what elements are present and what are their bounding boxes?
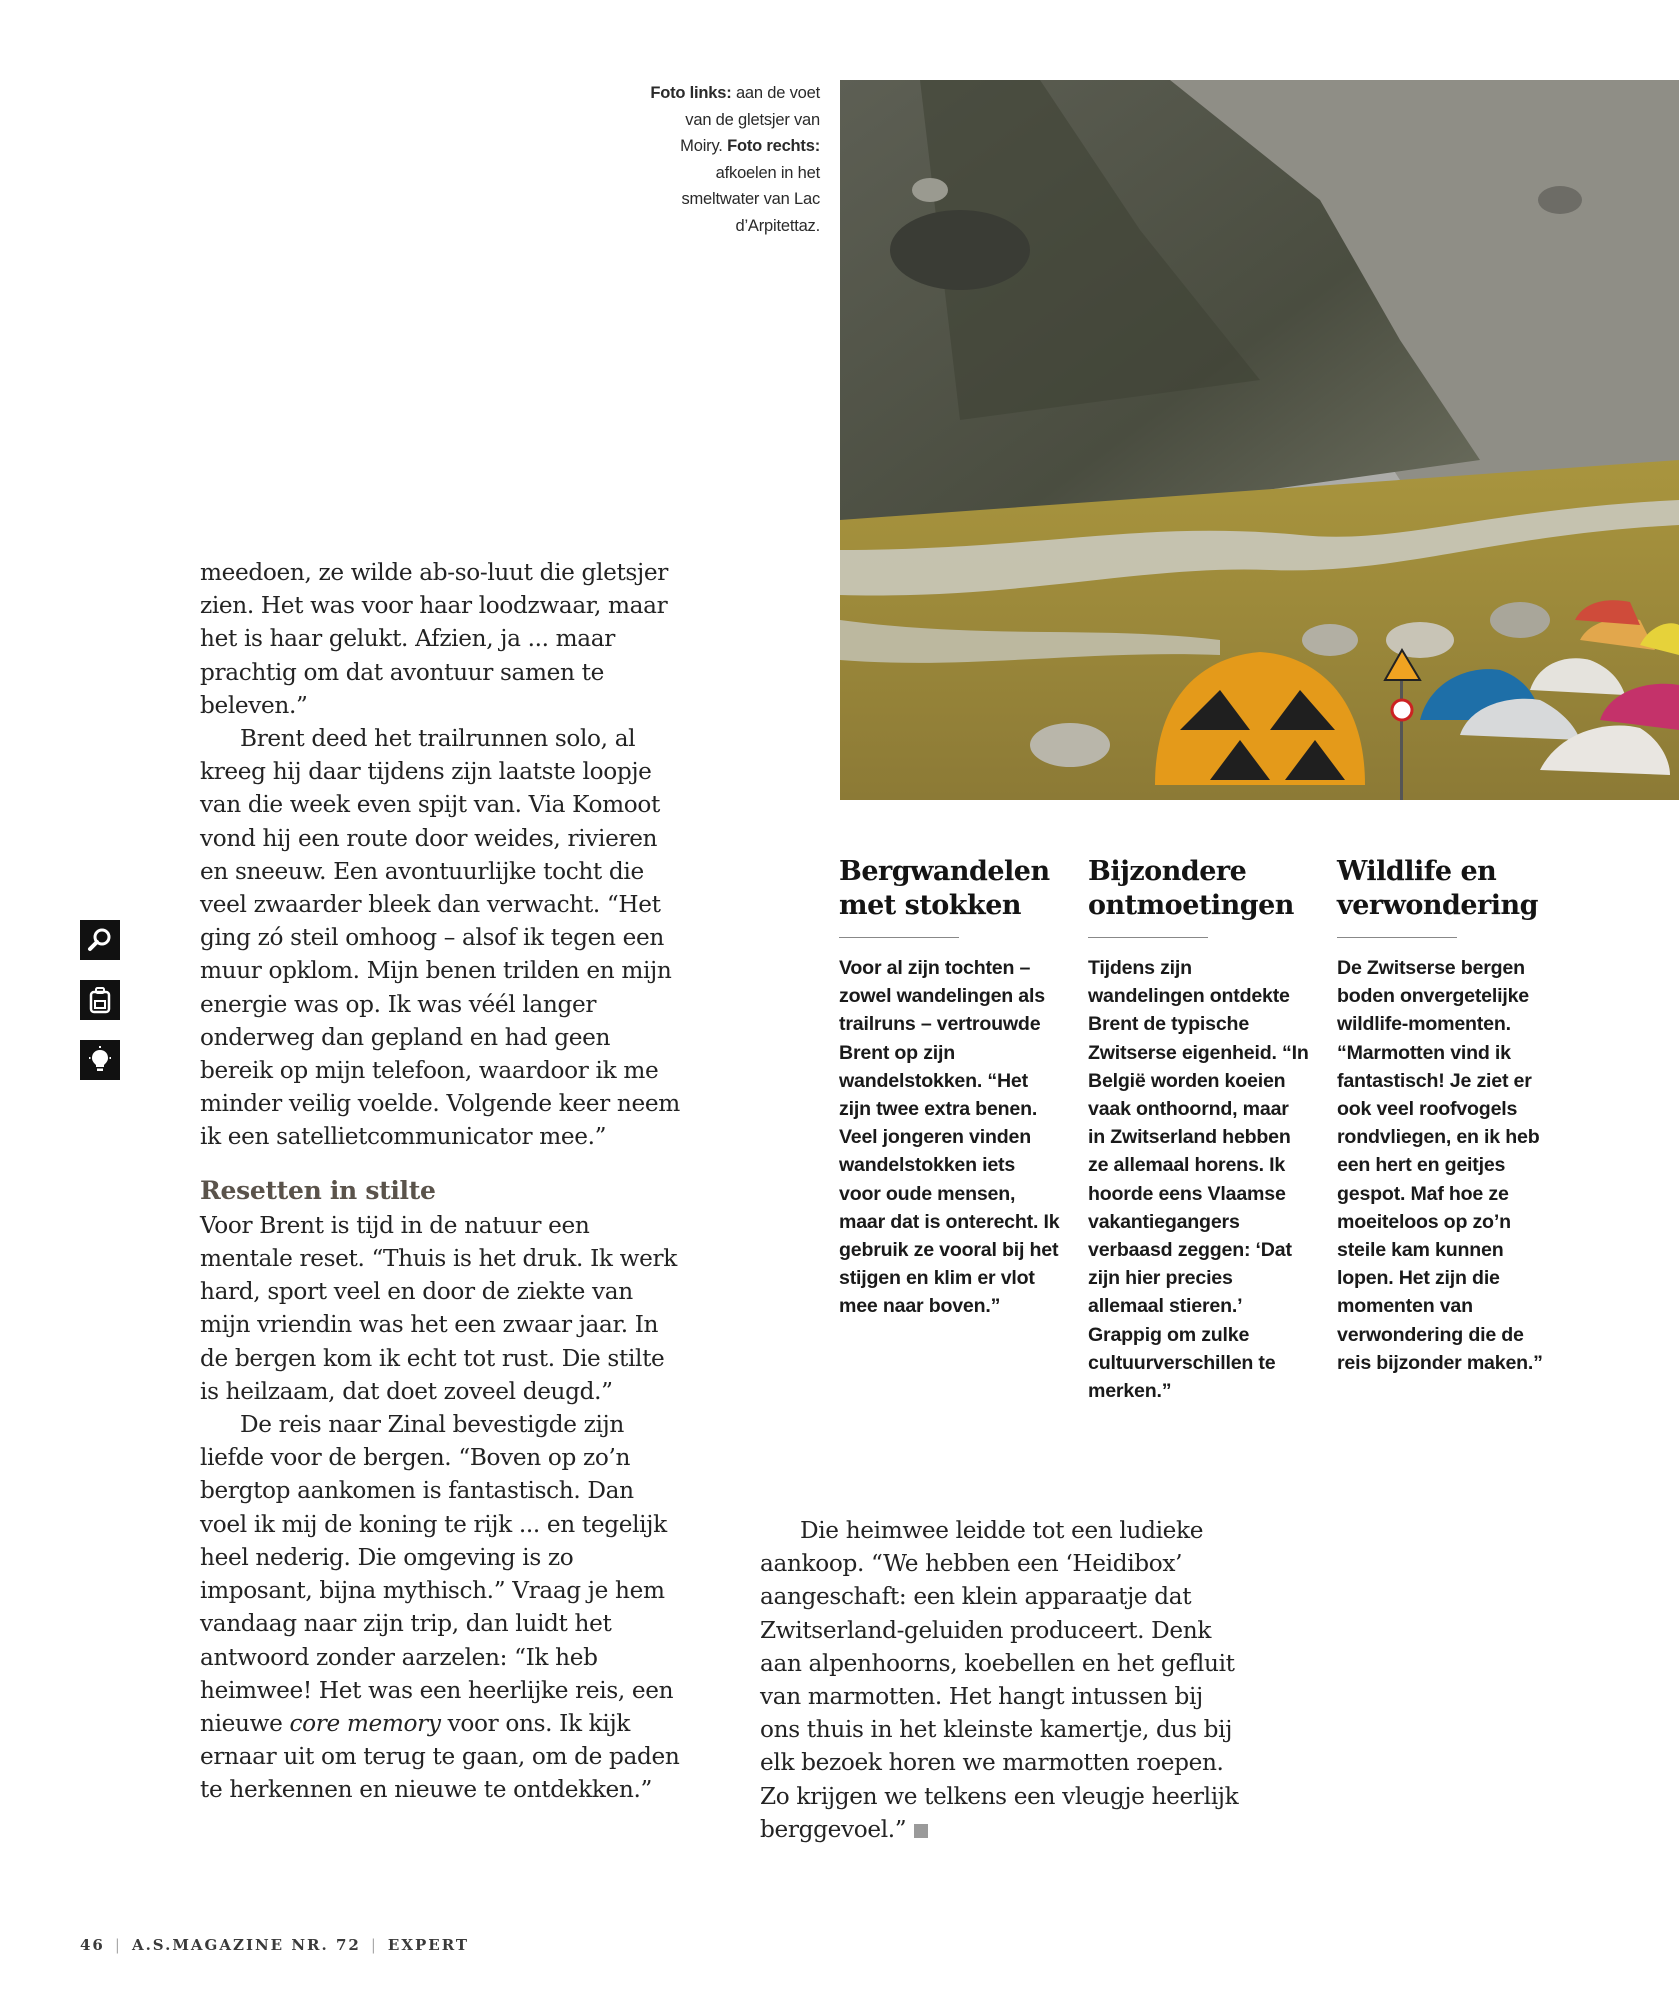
divider bbox=[1337, 937, 1457, 938]
paragraph-text: Die heimwee leidde tot een ludieke aankoop. “We hebben een ‘Heidibox’ aangeschaft: een klein apparaatje dat Zwitserland-geluiden produceert. Denk aan alpenhoorns, koebellen en het gefluit van marmotten. Het hangt intussen bij ons thuis in het kleinste kamertje, dus bij elk bezoek horen we marmotten roepen. Zo krijgen we telkens een vleugje heerlijk berggevoel.” bbox=[760, 1517, 1239, 1843]
paragraph-text: De reis naar Zinal bevestigde zijn liefde voor de bergen. “Boven op zo’n bergtop aankomen is fantastisch. Dan voel ik mij de koning te rijk ... en tegelijk heel nederig. Die omgeving is zo imposant, bijna mythisch.” Vraag je hem vandaag naar zijn trip, dan luidt het antwoord zonder aarzelen: “Ik heb heimwee! Het was een heerlijke reis, een nieuwe bbox=[200, 1411, 674, 1737]
paragraph-text: voor ons. Ik kijk ernaar uit om terug te gaan, om de paden te herkennen en nieuwe te ontdekken.” bbox=[200, 1709, 680, 1804]
info-box-walking-poles bbox=[839, 855, 1061, 1321]
info-box-text: Voor al zijn tochten – zowel wandelingen als trailruns – vertrouwde Brent op zijn wandelstokken. “Het zijn twee extra benen. Veel jongeren vinden wandelstokken iets voor oude mensen, maar dat is onterecht. Ik gebruik ze vooral bij het stijgen en klim er vlot mee naar boven.” bbox=[839, 957, 1060, 1318]
article-column-bottom bbox=[760, 1514, 1240, 1846]
paragraph: Voor Brent is tijd in de natuur een mentale reset. “Thuis is het druk. Ik werk hard, sport veel en door de ziekte van mijn vriendin was het een zwaar jaar. In de bergen kom ik echt tot rust. Die stilte is heilzaam, dat doet zoveel deugd.” bbox=[200, 1211, 677, 1405]
info-box-title: Bergwandelen met stokken bbox=[839, 856, 1050, 921]
divider bbox=[839, 937, 959, 938]
caption-right-text: afkoelen in het smeltwater van Lac d’Arpitettaz. bbox=[681, 163, 820, 235]
info-box-encounters bbox=[1088, 855, 1310, 1405]
info-box-title: Wildlife en verwondering bbox=[1337, 856, 1539, 921]
info-box-wildlife bbox=[1337, 855, 1559, 1377]
magazine-name: A.S.MAGAZINE NR. 72 bbox=[131, 1936, 361, 1954]
paragraph bbox=[200, 1408, 686, 1806]
info-box-text: De Zwitserse bergen boden onvergetelijke wildlife-momenten. “Marmotten vind ik fantastisch! Je ziet er ook veel roofvogels rondvliegen, en ik heb een hert en geitjes gespot. Maf hoe ze moeiteloos op zo’n steile kam kunnen lopen. Het zijn die momenten van verwondering die de reis bijzonder maken.” bbox=[1337, 957, 1543, 1374]
info-box-title: Bijzondere ontmoetingen bbox=[1088, 856, 1294, 921]
caption-right-label: Foto rechts: bbox=[727, 137, 820, 155]
page-footer bbox=[80, 1936, 469, 1954]
section-name: EXPERT bbox=[387, 1936, 470, 1954]
paragraph: Brent deed het trailrunnen solo, al kreeg hij daar tijdens zijn laatste loopje van die week even spijt van. Via Komoot vond hij een route door weides, rivieren en sneeuw. Een avontuurlijke tocht die veel zwaarder bleek dan verwacht. “Het ging zó steil omhoog – alsof ik tegen een muur opklom. Mijn benen trilden en mijn energie was op. Ik was véél langer onderweg dan gepland en had geen bereik op mijn telefoon, waardoor ik me minder veilig voelde. Volgende keer neem ik een satellietcommunicator mee.” bbox=[200, 725, 680, 1151]
article-column-left bbox=[200, 556, 686, 1807]
search-icon[interactable] bbox=[80, 920, 120, 960]
backpack-icon[interactable] bbox=[80, 980, 120, 1020]
caption-left-text: aan de voet van de gletsjer van Moiry. bbox=[680, 84, 820, 155]
info-box-text: Tijdens zijn wandelingen ontdekte Brent de typische Zwitserse eigenheid. “In België worden koeien vaak onthoornd, maar in Zwitserland hebben ze allemaal horens. Ik hoorde eens Vlaamse vakantiegangers verbaasd zeggen: ‘Dat zijn hier precies allemaal stieren.’ Grappig om zulke cultuurverschillen te merken.” bbox=[1088, 957, 1309, 1403]
paragraph bbox=[760, 1514, 1240, 1846]
end-of-article-mark bbox=[914, 1824, 928, 1838]
page-number: 46 bbox=[80, 1936, 105, 1954]
photo-caption bbox=[650, 80, 820, 239]
article-photo bbox=[840, 80, 1679, 800]
divider bbox=[1088, 937, 1208, 938]
section-subheading: Resetten in stilte bbox=[200, 1175, 436, 1205]
separator: | bbox=[370, 1936, 378, 1954]
lightbulb-icon[interactable] bbox=[80, 1040, 120, 1080]
caption-left-label: Foto links: bbox=[650, 84, 732, 102]
separator: | bbox=[114, 1936, 122, 1954]
italic-phrase: core memory bbox=[289, 1709, 441, 1737]
paragraph: meedoen, ze wilde ab-so-luut die gletsjer zien. Het was voor haar loodzwaar, maar het is haar gelukt. Afzien, ja ... maar prachtig om dat avontuur samen te beleven.” bbox=[200, 559, 668, 719]
